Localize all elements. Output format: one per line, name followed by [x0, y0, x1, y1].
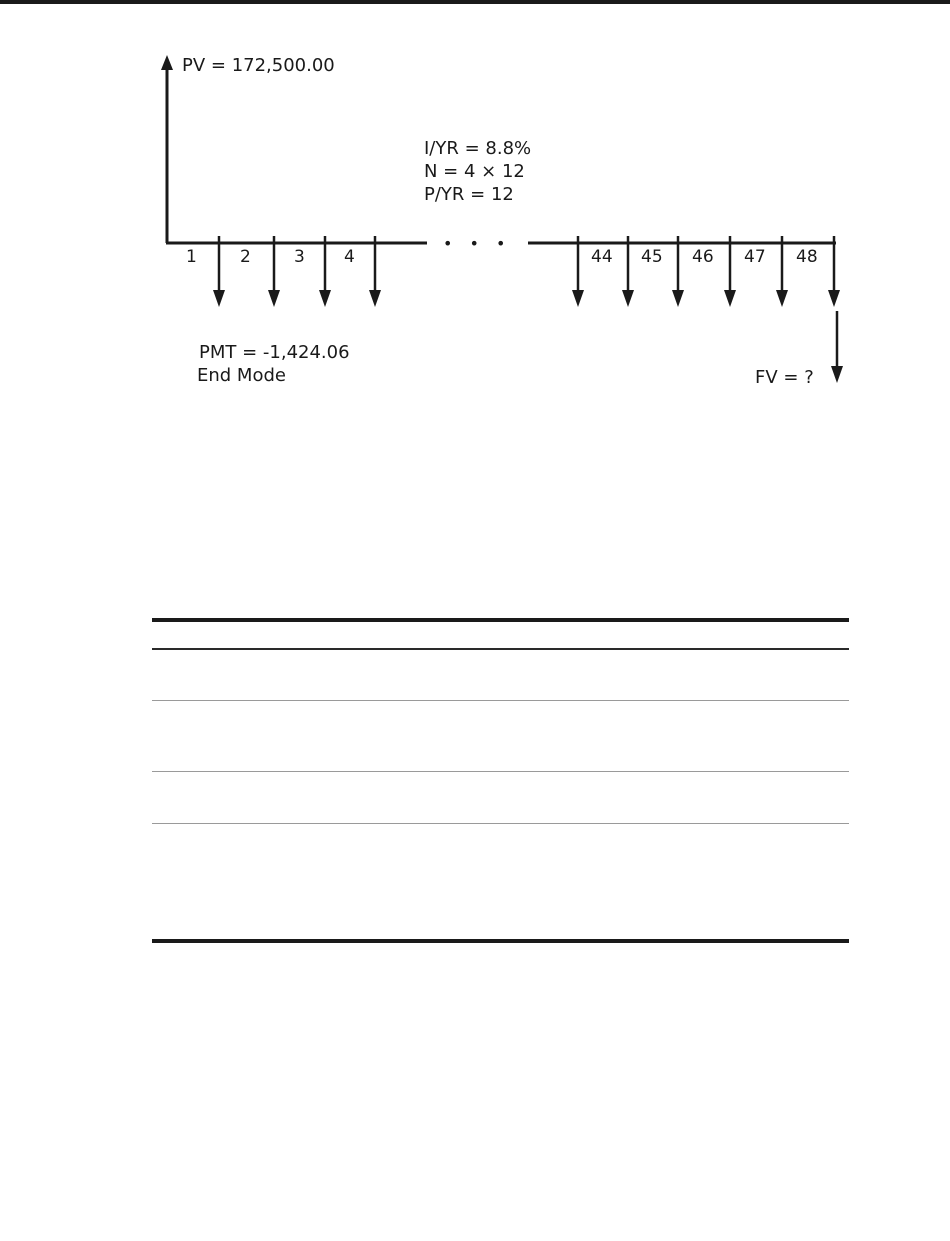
- fv-label: FV = ?: [755, 367, 814, 388]
- period-label: 1: [186, 247, 197, 267]
- pv-arrow-head: [161, 55, 173, 70]
- payment-arrow: [622, 236, 634, 307]
- table-row-divider: [152, 823, 849, 824]
- table-top-rule: [152, 618, 849, 622]
- period-label: 4: [344, 247, 355, 267]
- payment-arrow: [369, 236, 381, 307]
- table-header-rule: [152, 648, 849, 650]
- cash-flow-diagram: [0, 0, 950, 420]
- payment-arrow: [672, 236, 684, 307]
- payment-arrow: [213, 236, 225, 307]
- timeline-ellipsis: • • •: [443, 234, 512, 253]
- payment-arrow: [828, 236, 840, 307]
- period-label: 46: [692, 247, 714, 267]
- iyr-label: I/YR = 8.8%: [424, 138, 532, 159]
- pyr-label: P/YR = 12: [424, 184, 514, 205]
- table-row-divider: [152, 700, 849, 701]
- n-label: N = 4 × 12: [424, 161, 525, 182]
- payment-arrow: [319, 236, 331, 307]
- payment-arrow: [572, 236, 584, 307]
- period-label: 2: [240, 247, 251, 267]
- period-label: 47: [744, 247, 766, 267]
- pv-label: PV = 172,500.00: [182, 55, 335, 76]
- table-bottom-rule: [152, 939, 849, 943]
- period-label: 45: [641, 247, 663, 267]
- payment-arrow: [268, 236, 280, 307]
- table-row-divider: [152, 771, 849, 772]
- payment-arrow: [776, 236, 788, 307]
- pmt-label: PMT = -1,424.06: [199, 342, 350, 363]
- fv-arrow-head: [831, 366, 843, 383]
- period-label: 44: [591, 247, 613, 267]
- period-label: 48: [796, 247, 818, 267]
- mode-label: End Mode: [197, 365, 286, 386]
- payment-arrow: [724, 236, 736, 307]
- period-label: 3: [294, 247, 305, 267]
